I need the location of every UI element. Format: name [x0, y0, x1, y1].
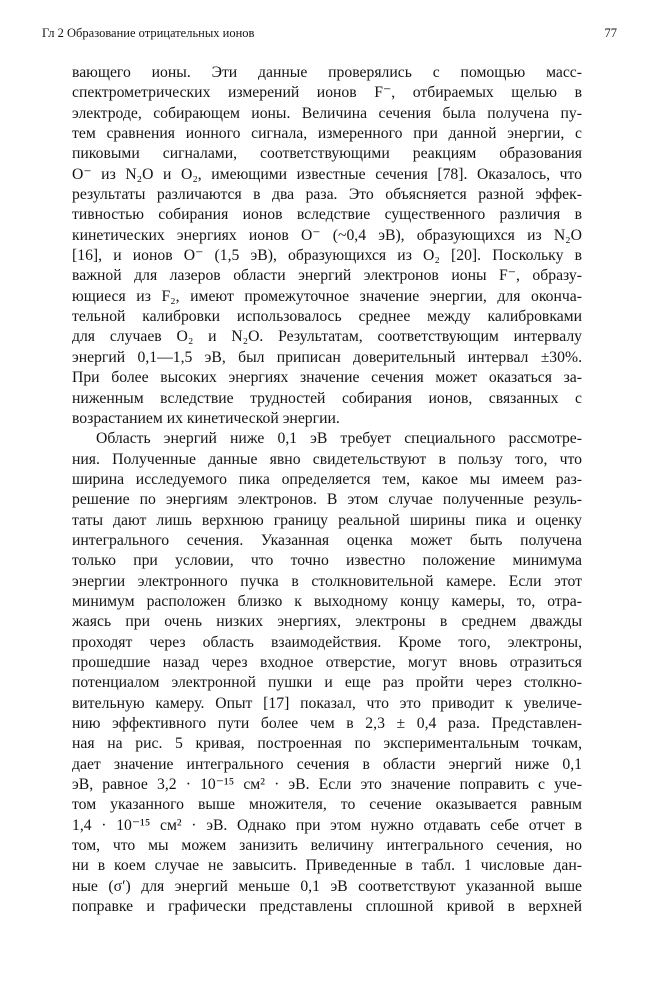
- text-line: поправке и графически представлены сплошной кривой в верхней: [72, 898, 582, 916]
- text-line: ниженным вследствие трудностей собирания ионов, связанных с: [72, 389, 582, 407]
- text-line: вительную камеру. Опыт [17] показал, что это приводит к увеличе-: [72, 694, 582, 712]
- text-line: кинетических энергиях ионов O⁻ (~0,4 эВ), образующихся из N₂O: [72, 226, 582, 244]
- text-line: жаясь при очень низких энергиях, электроны в среднем дважды: [72, 613, 582, 631]
- text-line: ные (σ′) для энергий меньше 0,1 эВ соответствуют указанной выше: [72, 877, 582, 895]
- text-line: проходят через область взаимодействия. Кроме того, электроны,: [72, 633, 582, 651]
- text-line: ющиеся из F₂, имеют промежуточное значение энергии, для оконча-: [72, 287, 582, 305]
- text-line: том, что мы можем занизить величину интегрального сечения, но: [72, 837, 582, 855]
- text-line: тельной калибровки использовалось среднее между калибровками: [72, 308, 582, 326]
- text-line: энергии электронного пучка в столкновительной камере. Если этот: [72, 572, 582, 590]
- body-text: [72, 63, 582, 917]
- page-number: 77: [604, 26, 617, 40]
- text-line: ширина исследуемого пика определяется тем, какое мы имеем раз-: [72, 470, 582, 488]
- text-line: электроде, собирающем ионы. Величина сечения была получена пу-: [72, 104, 582, 122]
- text-line: важной для лазеров области энергий электронов ионы F⁻, образу-: [72, 267, 582, 285]
- running-title: Гл 2 Образование отрицательных ионов: [42, 26, 255, 40]
- running-head: [42, 26, 617, 44]
- paragraph-1: [72, 63, 582, 429]
- text-line: пиковыми сигналами, соответствующими реакциям образования: [72, 145, 582, 163]
- text-line: спектрометрических измерений ионов F⁻, отбираемых щелью в: [72, 84, 582, 102]
- text-line: потенциалом электронной пушки и еще раз пройти через столкно-: [72, 674, 582, 692]
- text-line: дает значение интегрального сечения в области энергий ниже 0,1: [72, 755, 582, 773]
- text-line: нию эффективного пути более чем в 2,3 ± 0,4 раза. Представлен-: [72, 715, 582, 732]
- text-line: тем сравнения ионного сигнала, измеренного при данной энергии, с: [72, 125, 582, 143]
- text-line: Область энергий ниже 0,1 эВ требует специального рассмотре-: [96, 430, 582, 448]
- text-line: При более высоких энергиях значение сечения может оказаться за-: [72, 369, 582, 387]
- text-line: ни в коем случае не завысить. Приведенные в табл. 1 числовые дан-: [72, 857, 582, 875]
- text-line: минимум расположен близко к выходному концу камеры, то, отра-: [72, 592, 582, 610]
- text-line: эВ, равное 3,2 · 10⁻¹⁵ см² · эВ. Если это значение поправить с уче-: [72, 776, 582, 794]
- text-line: таты дают лишь верхнюю границу реальной ширины пика и оценку: [72, 511, 582, 529]
- text-line: тивностью собирания ионов вследствие существенного различия в: [72, 206, 582, 224]
- text-line: ная на рис. 5 кривая, построенная по экспериментальным точкам,: [72, 735, 582, 753]
- text-line: ния. Полученные данные явно свидетельствуют в пользу того, что: [72, 450, 582, 468]
- text-line: прошедшие назад через входное отверстие, могут вновь отразиться: [72, 653, 582, 671]
- text-line: 1,4 · 10⁻¹⁵ см² · эВ. Однако при этом нужно отдавать себе отчет в: [72, 816, 582, 834]
- text-line: O⁻ из N₂O и O₂, имеющими известные сечения [78]. Оказалось, что: [72, 165, 582, 183]
- text-line: энергий 0,1—1,5 эВ, был приписан доверительный интервал ±30%.: [72, 348, 582, 366]
- text-line: том указанного выше множителя, то сечение оказывается равным: [72, 796, 582, 814]
- text-line: возрастанием их кинетической энергии.: [72, 409, 340, 427]
- paragraph-2: [72, 429, 582, 917]
- text-line: результаты различаются в два раза. Это объясняется разной эффек-: [72, 186, 582, 204]
- text-line: решение по энергиям электронов. В этом случае полученные резуль-: [72, 491, 582, 509]
- text-line: [16], и ионов O⁻ (1,5 эВ), образующихся из O₂ [20]. Поскольку в: [72, 247, 582, 265]
- text-line: вающего ионы. Эти данные проверялись с помощью масс-: [72, 64, 582, 81]
- text-line: интегрального сечения. Указанная оценка может быть получена: [72, 531, 582, 549]
- text-line: для случаев O₂ и N₂O. Результатам, соответствующим интервалу: [72, 328, 582, 346]
- text-line: только при условии, что точно известно положение минимума: [72, 552, 582, 570]
